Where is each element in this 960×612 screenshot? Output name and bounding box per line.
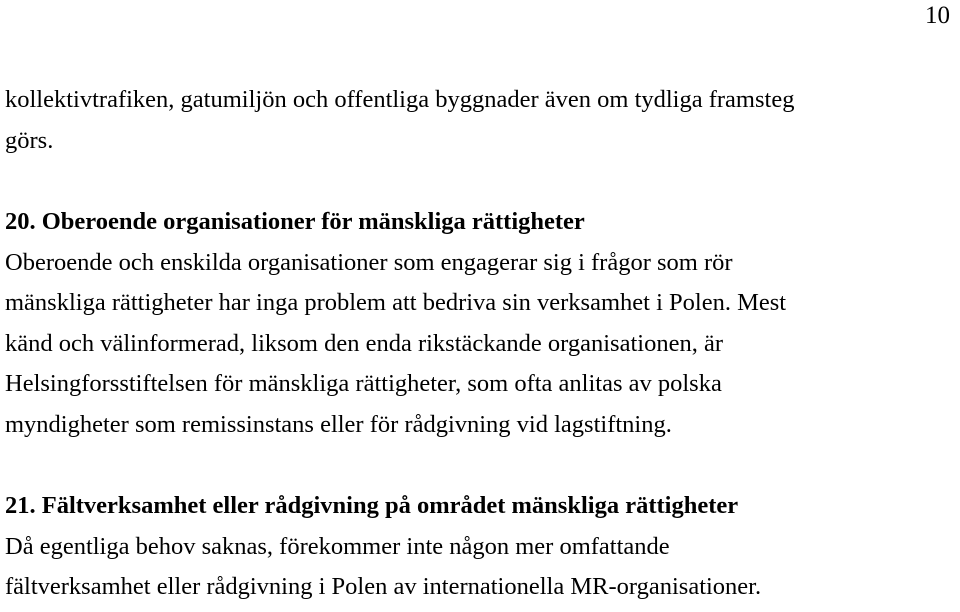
section-20-line-2: mänskliga rättigheter har inga problem att bedriva sin verksamhet i Polen. Mest	[5, 289, 787, 316]
section-20-line-1: Oberoende och enskilda organisationer som engagerar sig i frågor som rör	[5, 248, 733, 276]
section-20-line-4: Helsingforsstiftelsen för mänskliga rättigheter, som ofta anlitas av polska	[5, 370, 722, 397]
document-body	[5, 80, 955, 608]
section-21-heading: 21. Fältverksamhet eller rådgivning på området mänskliga rättigheter	[5, 492, 739, 519]
section-20-heading: 20. Oberoende organisationer för mänskliga rättigheter	[5, 208, 585, 235]
section-21-line-2: fältverksamhet eller rådgivning i Polen av internationella MR-organisationer.	[5, 573, 762, 600]
paragraph-gap	[5, 161, 955, 202]
intro-line-1: kollektivtrafiken, gatumiljön och offentliga byggnader även om tydliga framsteg	[5, 86, 795, 113]
section-21-line-1: Då egentliga behov saknas, förekommer inte någon mer omfattande	[5, 532, 670, 560]
section-20-line-5: myndigheter som remissinstans eller för rådgivning vid lagstiftning.	[5, 410, 672, 438]
intro-line-2: görs.	[5, 126, 54, 154]
page-number: 10	[925, 2, 950, 29]
section-20-line-3: känd och välinformerad, liksom den enda rikstäckande organisationen, är	[5, 329, 723, 357]
paragraph-gap	[5, 445, 955, 486]
